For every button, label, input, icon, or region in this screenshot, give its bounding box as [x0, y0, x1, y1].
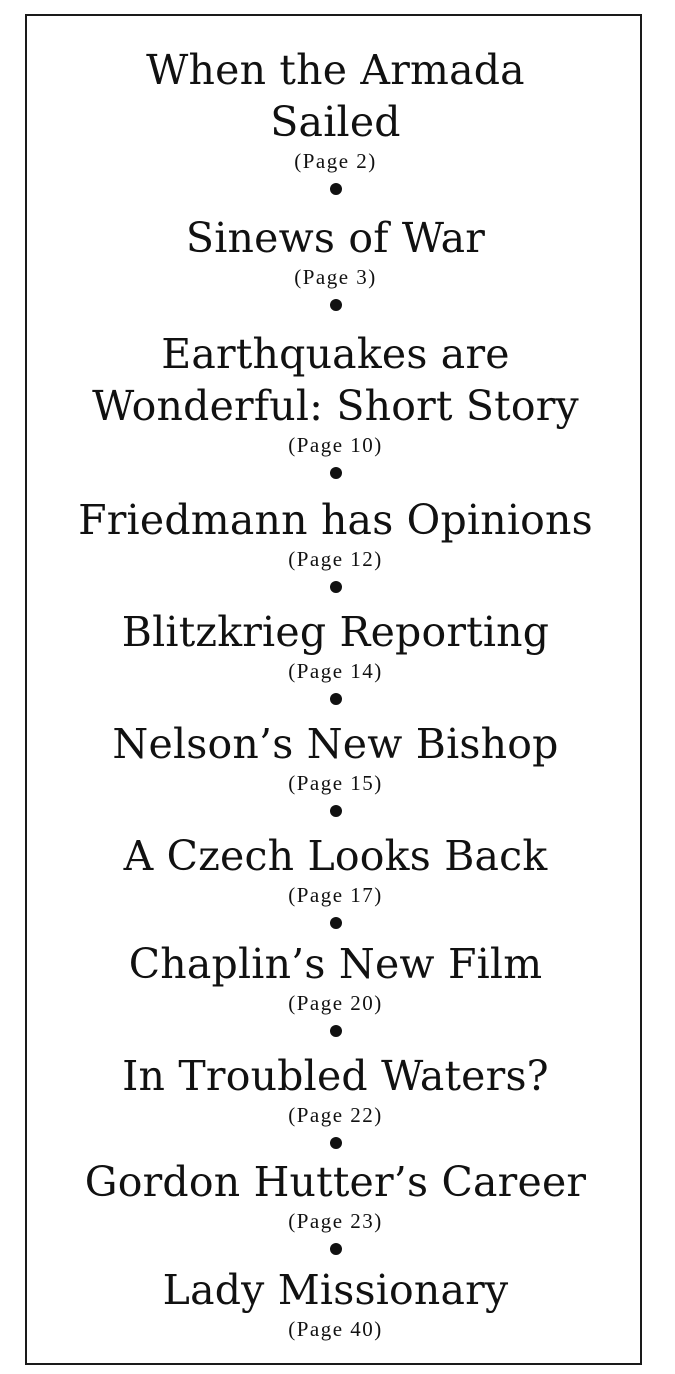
contents-entry[interactable] — [27, 1156, 644, 1255]
entry-title: Blitzkrieg Reporting — [121, 608, 550, 656]
contents-entry[interactable] — [27, 830, 644, 929]
contents-entry[interactable] — [27, 44, 644, 195]
contents-entry[interactable] — [27, 606, 644, 705]
contents-entry[interactable] — [27, 1050, 644, 1149]
bullet-separator-icon — [330, 693, 342, 705]
entry-title: Sinews of War — [185, 214, 486, 262]
entry-title: Gordon Hutter’s Career — [84, 1158, 587, 1206]
entry-title: Earthquakes are — [161, 330, 510, 378]
contents-frame — [25, 14, 642, 1365]
entry-title: In Troubled Waters? — [122, 1052, 549, 1100]
entry-page-ref: (Page 17) — [288, 883, 383, 907]
contents-entry[interactable] — [27, 718, 644, 817]
entry-title: Wonderful: Short Story — [92, 382, 579, 430]
contents-entry[interactable] — [27, 1264, 644, 1342]
bullet-separator-icon — [330, 805, 342, 817]
entry-page-ref: (Page 22) — [288, 1103, 383, 1127]
entry-page-ref: (Page 15) — [288, 771, 383, 795]
entry-title: Nelson’s New Bishop — [112, 720, 559, 768]
entry-title: Friedmann has Opinions — [78, 496, 593, 544]
entry-title: Chaplin’s New Film — [128, 940, 543, 988]
entry-page-ref: (Page 14) — [288, 659, 383, 683]
bullet-separator-icon — [330, 467, 342, 479]
bullet-separator-icon — [330, 581, 342, 593]
contents-entry[interactable] — [27, 212, 644, 311]
contents-entry[interactable] — [27, 938, 644, 1037]
entry-title: Lady Missionary — [162, 1266, 509, 1314]
entry-page-ref: (Page 2) — [294, 149, 377, 173]
entry-page-ref: (Page 20) — [288, 991, 383, 1015]
bullet-separator-icon — [330, 1025, 342, 1037]
bullet-separator-icon — [330, 1243, 342, 1255]
entry-title: When the Armada — [146, 46, 525, 94]
entry-page-ref: (Page 23) — [288, 1209, 383, 1233]
bullet-separator-icon — [330, 183, 342, 195]
contents-entry[interactable] — [27, 494, 644, 593]
entry-title: A Czech Looks Back — [123, 832, 548, 880]
bullet-separator-icon — [330, 917, 342, 929]
entry-page-ref: (Page 10) — [288, 433, 383, 457]
entry-title: Sailed — [270, 98, 401, 146]
bullet-separator-icon — [330, 1137, 342, 1149]
entry-page-ref: (Page 40) — [288, 1317, 383, 1341]
entry-page-ref: (Page 12) — [288, 547, 383, 571]
entry-page-ref: (Page 3) — [294, 265, 377, 289]
contents-entry[interactable] — [27, 328, 644, 479]
bullet-separator-icon — [330, 299, 342, 311]
